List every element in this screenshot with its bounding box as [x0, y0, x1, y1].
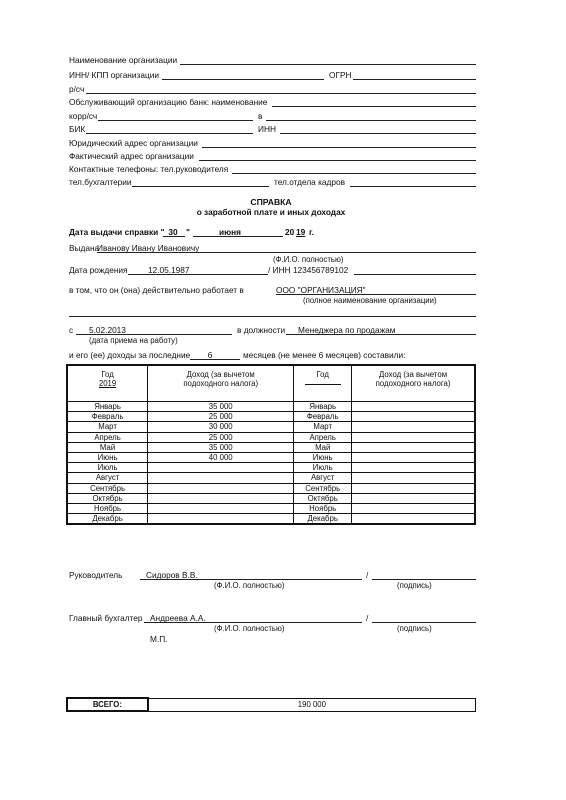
income2-cell[interactable]: [352, 442, 475, 452]
year-header-cell: [67, 365, 148, 402]
issue-day[interactable]: 30: [168, 227, 178, 237]
issue-day-quote: ": [186, 227, 190, 237]
month-cell: Июль: [67, 463, 148, 473]
year2-header-cell: [294, 365, 352, 402]
account-line[interactable]: [86, 93, 476, 94]
birth-date[interactable]: 12.05.1987: [148, 265, 190, 275]
month2-cell: Декабрь: [294, 514, 352, 525]
total-row: [67, 698, 476, 711]
year-header: Год: [101, 370, 114, 379]
income2-cell[interactable]: [352, 402, 475, 412]
issue-year-prefix: 20: [285, 227, 295, 237]
org-full-name[interactable]: ООО "ОРГАНИЗАЦИЯ": [276, 285, 366, 295]
month2-cell: Август: [294, 473, 352, 483]
fio-hint: (Ф.И.О. полностью): [273, 255, 344, 264]
org-name-line[interactable]: [180, 64, 476, 65]
income2-cell[interactable]: [352, 503, 475, 513]
since-date[interactable]: 5.02.2013: [89, 325, 126, 335]
bank-line[interactable]: [272, 106, 476, 107]
issue-year-end: г.: [309, 227, 314, 237]
income2-cell[interactable]: [352, 473, 475, 483]
income-cell[interactable]: [148, 463, 294, 473]
income-header-line1: Доход (за вычетом: [186, 370, 255, 379]
stamp-mark: М.П.: [150, 634, 168, 644]
month2-cell: Май: [294, 442, 352, 452]
income2-cell[interactable]: [352, 483, 475, 493]
income-table-header: [67, 365, 475, 402]
inn-value[interactable]: / ИНН 123456789102: [268, 265, 349, 275]
income2-cell[interactable]: [352, 514, 475, 525]
document-subtitle: о заработной плате и иных доходах: [196, 207, 346, 217]
income-table: [66, 364, 476, 525]
month-cell: Май: [67, 442, 148, 452]
table-row: [67, 442, 475, 452]
ogrn-label: ОГРН: [329, 70, 352, 80]
head-sign-hint: (подпись): [397, 581, 432, 590]
income2-header-line1: Доход (за вычетом: [379, 370, 448, 379]
issued-to-label: Выдана: [69, 243, 100, 253]
inn-label: ИНН: [258, 124, 276, 134]
income2-header-cell: [352, 365, 475, 402]
birth-date-line: [128, 274, 268, 275]
issue-day-line: [163, 236, 185, 237]
income2-cell[interactable]: [352, 432, 475, 442]
income-cell[interactable]: [148, 483, 294, 493]
table-row: [67, 483, 475, 493]
actual-address-line[interactable]: [199, 160, 476, 161]
income-cell[interactable]: [148, 514, 294, 525]
chief-name-line: [144, 622, 362, 623]
table-row: [67, 402, 475, 412]
income2-header-line2: подоходного налога): [375, 379, 451, 388]
org-name-label: Наименование организации: [69, 55, 178, 65]
head-slash: /: [366, 570, 369, 580]
works-text: в том, что он (она) действительно работает в: [69, 285, 244, 295]
income-cell[interactable]: 35 000: [148, 442, 294, 452]
month-cell: Апрель: [67, 432, 148, 442]
head-signature-line[interactable]: [372, 579, 476, 580]
corr-line[interactable]: [98, 120, 253, 121]
month2-cell: Октябрь: [294, 493, 352, 503]
birth-date-label: Дата рождения: [69, 265, 128, 275]
month-cell: Сентябрь: [67, 483, 148, 493]
income-header-cell: [148, 365, 294, 402]
month2-cell: Сентябрь: [294, 483, 352, 493]
income2-cell[interactable]: [352, 493, 475, 503]
income2-cell[interactable]: [352, 412, 475, 422]
month-cell: Июнь: [67, 452, 148, 462]
accountant-phone-label: тел.бухгалтерии: [69, 177, 132, 187]
phones-label: Контактные телефоны: тел.руководителя: [69, 164, 229, 174]
bik-line[interactable]: [86, 133, 253, 134]
month2-cell: Февраль: [294, 412, 352, 422]
since-date-line: [76, 334, 232, 335]
income-header-line2: подоходного налога): [183, 379, 259, 388]
income2-cell[interactable]: [352, 452, 475, 462]
month2-cell: Январь: [294, 402, 352, 412]
document-title: СПРАВКА: [250, 197, 292, 207]
table-row: [67, 514, 475, 525]
corr-label: корр/сч: [69, 111, 98, 121]
month-cell: Август: [67, 473, 148, 483]
hr-phone-line[interactable]: [350, 186, 476, 187]
table-row: [67, 432, 475, 442]
account-label: р/сч: [69, 84, 85, 94]
issue-month-line: [193, 236, 283, 237]
year2-header: Год: [316, 370, 329, 379]
position-line: [286, 334, 476, 335]
bank-label: Обслуживающий организацию банк: наименование: [69, 97, 268, 107]
month-cell: Февраль: [67, 412, 148, 422]
head-name[interactable]: Сидоров В.В.: [146, 570, 198, 580]
year2-blank-line[interactable]: [305, 384, 341, 385]
head-fio-hint: (Ф.И.О. полностью): [214, 581, 285, 590]
month2-cell: Ноябрь: [294, 503, 352, 513]
chief-sign-hint: (подпись): [397, 624, 432, 633]
org-hint: (полное наименование организации): [303, 296, 437, 305]
income-cell[interactable]: [148, 473, 294, 483]
table-row: [67, 503, 475, 513]
issued-to-line: [97, 252, 476, 253]
income-cell[interactable]: 35 000: [148, 402, 294, 412]
table-row: [67, 493, 475, 503]
inn-kpp-line[interactable]: [162, 79, 324, 80]
chief-accountant-name[interactable]: Андреева А.А.: [150, 613, 206, 623]
income-cell[interactable]: [148, 503, 294, 513]
table-row: [67, 463, 475, 473]
income2-cell[interactable]: [352, 463, 475, 473]
month2-cell: Март: [294, 422, 352, 432]
month-cell: Март: [67, 422, 148, 432]
month-cell: Январь: [67, 402, 148, 412]
org-full-name-line: [276, 294, 476, 295]
hire-hint: (дата приема на работу): [89, 336, 178, 345]
income-suffix: месяцев (не менее 6 месяцев) составили:: [243, 350, 406, 360]
month-cell: Октябрь: [67, 493, 148, 503]
hr-phone-label: тел.отдела кадров: [274, 177, 345, 187]
legal-address-label: Юридический адрес организации: [69, 138, 198, 148]
income-prefix: и его (ее) доходы за последние: [69, 350, 191, 360]
actual-address-label: Фактический адрес организации: [69, 151, 194, 161]
income-cell[interactable]: 40 000: [148, 452, 294, 462]
month-cell: Ноябрь: [67, 503, 148, 513]
legal-address-line[interactable]: [202, 147, 476, 148]
table-row: [67, 412, 475, 422]
month2-cell: Апрель: [294, 432, 352, 442]
issue-month[interactable]: июня: [218, 227, 242, 237]
accountant-phone-line[interactable]: [132, 186, 269, 187]
income-cell[interactable]: 30 000: [148, 422, 294, 432]
position-label: в должности: [237, 325, 286, 335]
ogrn-line[interactable]: [353, 79, 476, 80]
chief-signature-line[interactable]: [372, 622, 476, 623]
head-label: Руководитель: [69, 570, 123, 580]
month2-cell: Июнь: [294, 452, 352, 462]
months-count[interactable]: 6: [207, 350, 213, 360]
year-value[interactable]: 2019: [98, 379, 117, 388]
issue-year-suffix[interactable]: 19: [296, 227, 306, 237]
income-cell[interactable]: 25 000: [148, 432, 294, 442]
table-row: [67, 452, 475, 462]
chief-fio-hint: (Ф.И.О. полностью): [214, 624, 285, 633]
months-count-line: [190, 359, 240, 360]
since-label: с: [69, 325, 74, 335]
org-extra-line[interactable]: [69, 316, 476, 317]
income-cell[interactable]: 25 000: [148, 412, 294, 422]
corr-in-label: в: [258, 111, 263, 121]
inn-kpp-label: ИНН/ КПП организации: [69, 70, 159, 80]
bik-label: БИК: [69, 124, 86, 134]
total-value[interactable]: 190 000: [148, 698, 476, 711]
issued-to-name[interactable]: Иванову Ивану Ивановичу: [97, 243, 200, 253]
inn-line[interactable]: [280, 133, 476, 134]
income2-cell[interactable]: [352, 422, 475, 432]
chief-accountant-label: Главный бухгалтер: [69, 613, 143, 623]
month2-cell: Июль: [294, 463, 352, 473]
table-row: [67, 473, 475, 483]
chief-slash: /: [366, 613, 369, 623]
month-cell: Декабрь: [67, 514, 148, 525]
position-value[interactable]: Менеджера по продажам: [298, 325, 396, 335]
total-table: [66, 697, 476, 712]
total-label: ВСЕГО:: [67, 698, 148, 711]
corr-bank-line[interactable]: [266, 120, 476, 121]
head-name-line: [140, 579, 362, 580]
phones-line[interactable]: [232, 173, 476, 174]
issue-date-label: Дата выдачи справки ": [69, 227, 165, 237]
inn-value-line: [354, 274, 476, 275]
income-cell[interactable]: [148, 493, 294, 503]
table-row: [67, 422, 475, 432]
